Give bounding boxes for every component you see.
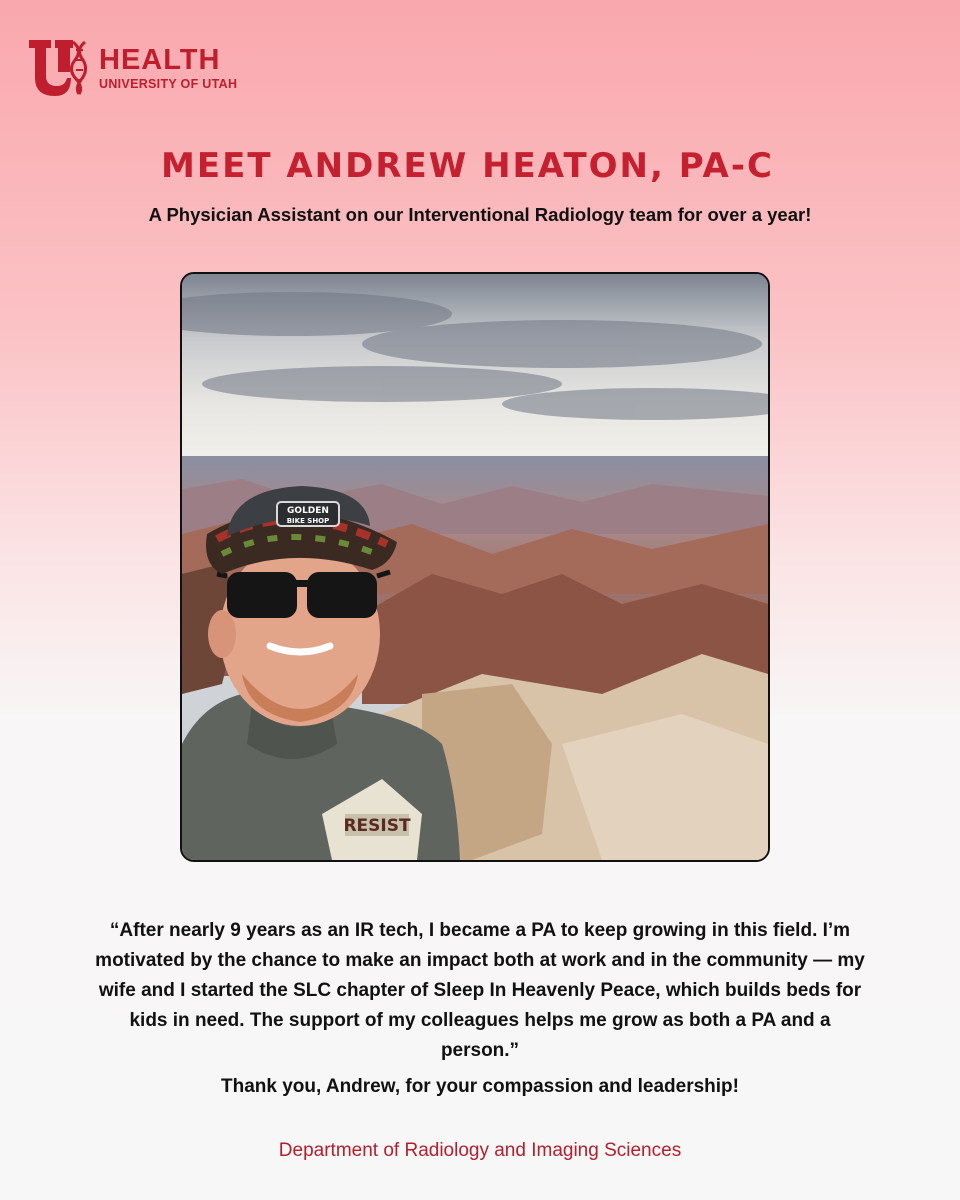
thank-you-line: Thank you, Andrew, for your compassion and leadership!	[220, 1076, 739, 1097]
page-title: MEET ANDREW HEATON, PA-C	[161, 146, 774, 186]
shirt-text: RESIST	[343, 816, 411, 836]
logo-brand: HEALTH	[99, 44, 221, 76]
u-logo-icon	[27, 38, 91, 98]
profile-photo	[180, 272, 770, 862]
department-name: Department of Radiology and Imaging Sciences	[278, 1140, 682, 1161]
page-subtitle: A Physician Assistant on our Interventional Radiology team for over a year!	[148, 204, 812, 225]
logo-wordmark	[99, 45, 237, 91]
svg-text:BIKE SHOP: BIKE SHOP	[286, 517, 330, 525]
logo-institution: UNIVERSITY OF UTAH	[99, 77, 238, 91]
university-of-utah-health-logo	[27, 38, 237, 98]
testimonial-quote: “After nearly 9 years as an IR tech, I became a PA to keep growing in this field. I’m motivated by the chance to make an impact both at work and in the community — my wife and I started the SLC chapter of Sleep In Heavenly Peace, which builds beds for kids in need. The support of my colleagues helps me grow as both a PA and a person.”	[95, 920, 865, 1061]
svg-text:GOLDEN: GOLDEN	[287, 506, 329, 516]
